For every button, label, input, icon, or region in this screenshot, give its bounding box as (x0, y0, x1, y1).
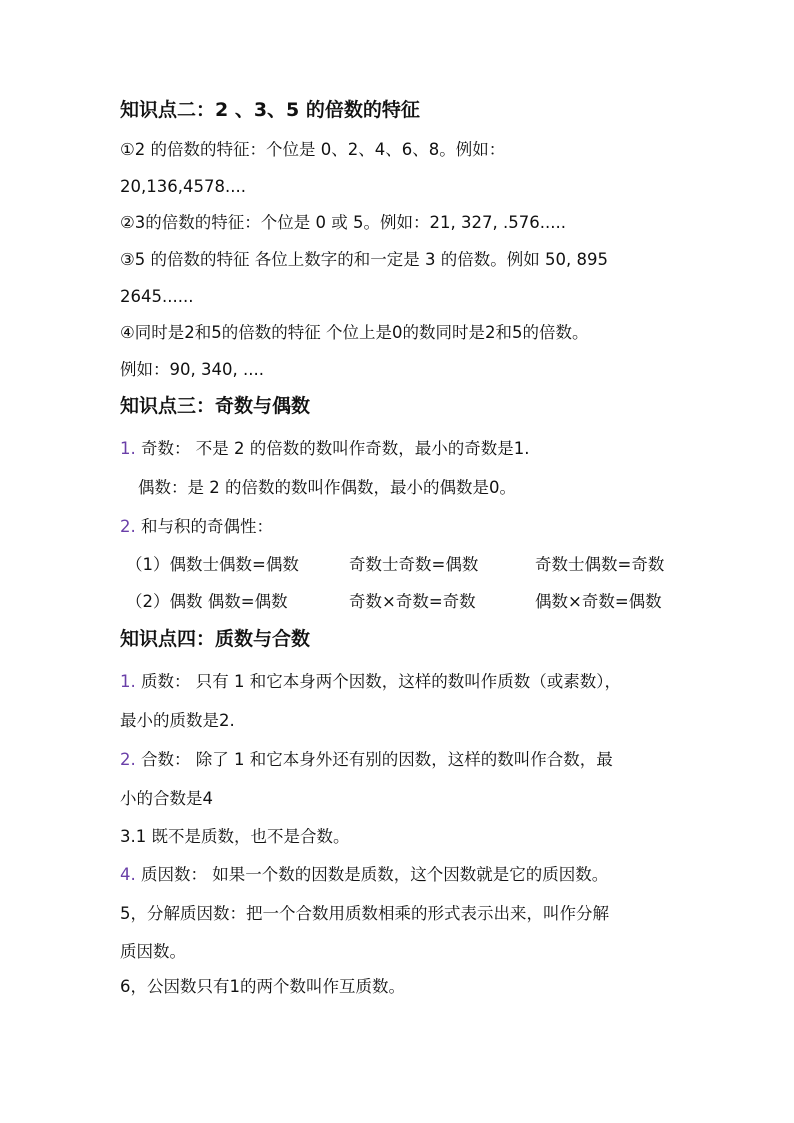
text-line: 例如：90, 340, .... (120, 360, 264, 379)
text-line: 5，分解质因数：把一个合数用质数相乘的形式表示出来，叫作分解 (120, 904, 609, 923)
text-line: 6，公因数只有1的两个数叫作互质数。 (120, 977, 405, 996)
composite-text: 合数： 除了 1 和它本身外还有别的因数，这样的数叫作合数，最 (141, 750, 613, 769)
text-line: ②3的倍数的特征：个位是 0 或 5。例如：21, 327, .576..... (120, 213, 566, 232)
parity-heading (120, 516, 273, 538)
text-line: ③5 的倍数的特征 各位上数字的和一定是 3 的倍数。例如 50, 895 (120, 250, 608, 269)
prime-factor-text: 质因数： 如果一个数的因数是质数，这个因数就是它的质因数。 (141, 865, 609, 884)
list-number: 1. (120, 672, 136, 691)
text-line: 20,136,4578.... (120, 177, 246, 196)
prime-definition (120, 671, 621, 693)
parity-text: 和与积的奇偶性： (141, 517, 273, 536)
text-line: 最小的质数是2. (120, 711, 235, 730)
parity-cell: 奇数×奇数=奇数 (349, 592, 476, 611)
text-line: 2645...... (120, 287, 194, 306)
prime-text: 质数： 只有 1 和它本身两个因数，这样的数叫作质数（或素数）， (141, 672, 621, 691)
parity-cell: （1）偶数士偶数=偶数 (126, 555, 299, 574)
list-number: 2. (120, 750, 136, 769)
text-line: 质因数。 (120, 942, 186, 961)
text-line: 3.1 既不是质数，也不是合数。 (120, 827, 350, 846)
list-number: 2. (120, 517, 136, 536)
parity-cell: 奇数士奇数=偶数 (349, 555, 479, 574)
parity-cell: 奇数士偶数=奇数 (535, 555, 665, 574)
even-definition: 偶数：是 2 的倍数的数叫作偶数，最小的偶数是0。 (138, 478, 516, 497)
heading-multiples: 知识点二：2 、3、5 的倍数的特征 (120, 99, 420, 121)
parity-cell: 偶数×奇数=偶数 (535, 592, 662, 611)
prime-factor-definition (120, 864, 608, 886)
odd-text: 奇数： 不是 2 的倍数的数叫作奇数，最小的奇数是1. (141, 439, 530, 458)
text-line: ④同时是2和5的倍数的特征 个位上是0的数同时是2和5的倍数。 (120, 323, 589, 342)
list-number: 4. (120, 865, 136, 884)
heading-prime-composite: 知识点四：质数与合数 (120, 628, 311, 650)
composite-definition (120, 749, 613, 771)
heading-odd-even: 知识点三：奇数与偶数 (120, 395, 311, 417)
list-number: 1. (120, 439, 136, 458)
odd-definition (120, 438, 529, 460)
text-line: 小的合数是4 (120, 789, 213, 808)
parity-cell: （2）偶数 偶数=偶数 (126, 592, 288, 611)
text-line: ①2 的倍数的特征：个位是 0、2、4、6、8。例如： (120, 140, 506, 159)
